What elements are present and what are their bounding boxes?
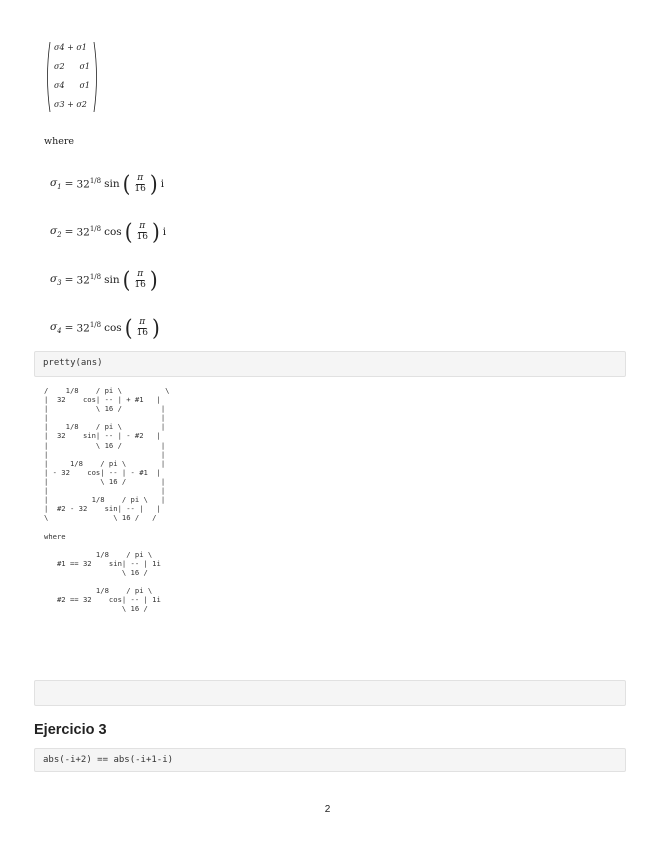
code-text: abs(-i+2) == abs(-i+1-i)	[43, 755, 174, 765]
equation-operator: =	[64, 274, 74, 286]
matrix-cell: σ2	[54, 62, 65, 71]
equation-sigma2: $\sigma_2$ = $32^{1/8}$ cos ( $\frac{\pi}{16}$ ) i	[50, 218, 167, 246]
fraction: $\frac{\pi}{16}$	[136, 317, 148, 338]
equation-sigma1: $\sigma_1$ = $32^{1/8}$ sin ( $\frac{\pi}{16}$ ) i	[50, 170, 165, 198]
matrix-row	[44, 100, 100, 109]
matrix-cell: σ4	[54, 81, 65, 90]
pretty-output: / 1/8 / pi \ \ | 32 cos| -- | + #1 | | \ 16 / | | | | 1/8 / pi \ | | 32 sin| -- | - #2 | | \ 16 / | | | | 1/8 / pi \ | | - 32 cos| -- | - #1 | | \ 16 / | | | | 1/8 / pi \ | | #2 - 32 sin| -- | | \ \ 16 / / where 1/8 / pi \ #1 == 32 sin| -- | 1i \ 16 / 1/8 / pi \ #2 == 32 cos| -- | 1i \ 16 /	[44, 386, 170, 614]
matrix-row	[44, 43, 100, 52]
code-cell-abs[interactable]	[34, 748, 626, 772]
equation-operator: =	[64, 322, 74, 334]
equation-function: cos	[104, 322, 122, 334]
equation-sigma3: $\sigma_3$ = $32^{1/8}$ sin ( $\frac{\pi}{16}$ )	[50, 266, 158, 294]
equation-lhs: $\sigma_3$	[50, 272, 62, 288]
code-cell-empty[interactable]	[34, 680, 626, 706]
where-label: where	[44, 136, 75, 147]
matrix-cell: σ4 + σ1	[54, 43, 87, 52]
section-heading: Ejercicio 3	[34, 722, 107, 738]
matrix-cell: σ3 + σ2	[54, 100, 87, 109]
equation-operator: =	[64, 226, 74, 238]
result-matrix	[44, 40, 100, 114]
matrix-cell: σ1	[79, 62, 90, 71]
equation-suffix: i	[160, 178, 165, 190]
equation-function: sin	[104, 274, 120, 286]
equation-lhs: $\sigma_2$	[50, 224, 62, 240]
fraction: $\frac{\pi}{16}$	[134, 269, 146, 290]
matrix-row	[44, 62, 100, 71]
equation-function: cos	[104, 226, 122, 238]
equation-coef: $32^{1/8}$	[76, 321, 102, 335]
equation-lhs: $\sigma_1$	[50, 176, 62, 192]
equation-coef: $32^{1/8}$	[76, 177, 102, 191]
page-number: 2	[324, 804, 331, 815]
equation-coef: $32^{1/8}$	[76, 273, 102, 287]
matrix-row	[44, 81, 100, 90]
equation-lhs: $\sigma_4$	[50, 320, 62, 336]
equation-function: sin	[104, 178, 120, 190]
equation-operator: =	[64, 178, 74, 190]
code-text: pretty(ans)	[43, 358, 103, 368]
equation-coef: $32^{1/8}$	[76, 225, 102, 239]
code-cell-pretty[interactable]	[34, 351, 626, 377]
equation-sigma4: $\sigma_4$ = $32^{1/8}$ cos ( $\frac{\pi}{16}$ )	[50, 314, 160, 342]
fraction: $\frac{\pi}{16}$	[136, 221, 148, 242]
matrix-cell: σ1	[79, 81, 90, 90]
fraction: $\frac{\pi}{16}$	[134, 173, 146, 194]
equation-suffix: i	[162, 226, 167, 238]
